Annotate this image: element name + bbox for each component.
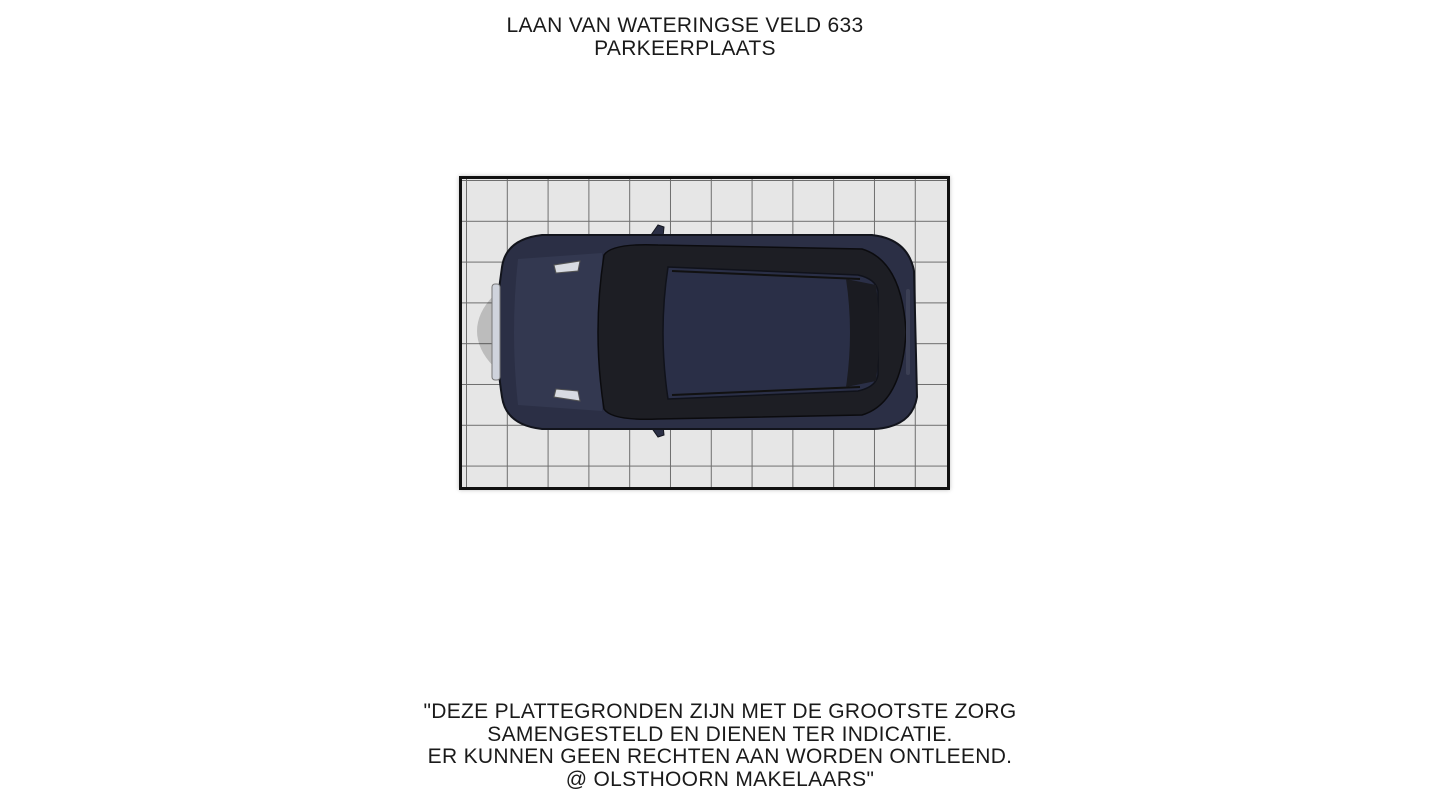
disclaimer-line-2: SAMENGESTELD EN DIENEN TER INDICATIE. — [487, 722, 953, 746]
car-top-view-icon — [462, 179, 947, 487]
disclaimer-line-3: ER KUNNEN GEEN RECHTEN AAN WORDEN ONTLEEND. — [427, 745, 1013, 768]
disclaimer-line-1: "DEZE PLATTEGRONDEN ZIJN MET DE GROOTSTE ZORG — [423, 700, 1017, 723]
disclaimer-line-4: @ OLSTHOORN MAKELAARS" — [565, 767, 875, 791]
disclaimer-text — [370, 701, 1070, 791]
parking-floorplan — [459, 176, 950, 490]
space-type-label: PARKEERPLAATS — [594, 37, 776, 60]
page-title — [385, 14, 985, 60]
address-title: LAAN VAN WATERINGSE VELD 633 — [506, 14, 864, 37]
